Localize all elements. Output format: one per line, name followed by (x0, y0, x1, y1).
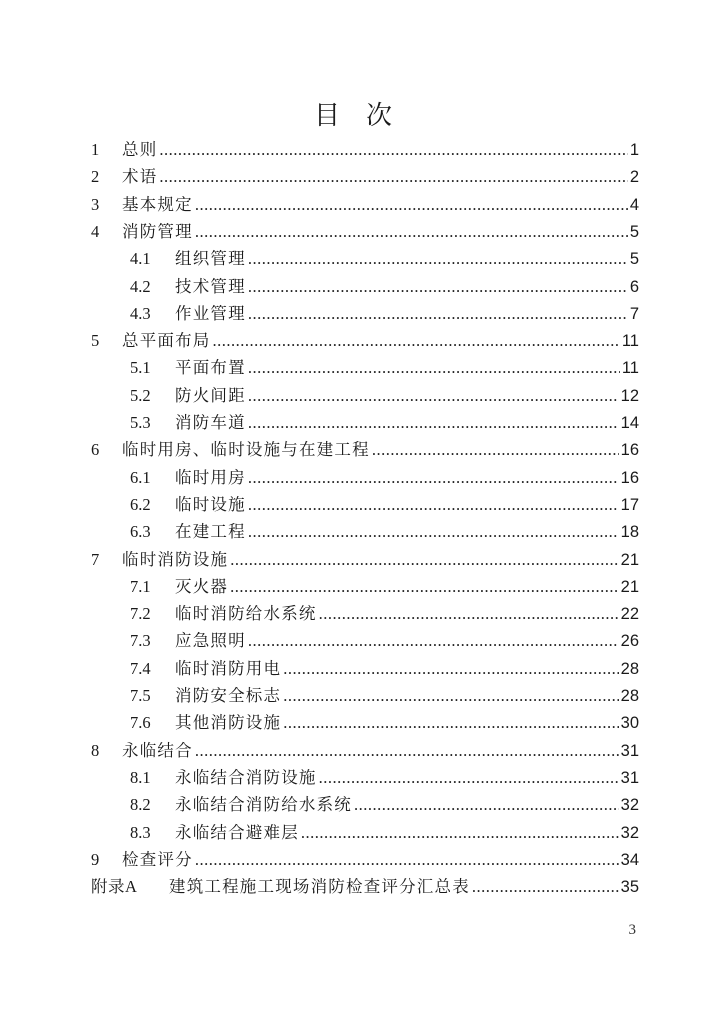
toc-entry-page: 17 (620, 495, 639, 514)
toc-entry[interactable] (130, 682, 639, 709)
toc-entry-title: 在建工程 (175, 522, 246, 542)
toc-dot-leader (195, 737, 619, 764)
toc-entry-page: 21 (620, 577, 639, 596)
toc-dot-leader (372, 436, 619, 463)
toc-dot-leader (230, 546, 618, 573)
toc-dot-leader (195, 218, 628, 245)
toc-entry-title: 消防车道 (175, 413, 246, 432)
toc-entry-page: 34 (620, 850, 639, 869)
toc-dot-leader (248, 491, 619, 518)
toc-entry-title: 技术管理 (175, 276, 246, 296)
toc-entry-page: 5 (629, 222, 639, 241)
toc-entry-title: 检查评分 (122, 849, 193, 869)
toc-entry-number: 8.2 (130, 795, 151, 815)
toc-dot-leader (319, 600, 619, 627)
toc-dot-leader (248, 300, 628, 327)
toc-dot-leader (195, 191, 628, 218)
toc-entry-number: 3 (91, 194, 100, 214)
toc-entry[interactable] (130, 764, 639, 791)
toc-entry-title: 消防管理 (122, 221, 193, 241)
toc-entry-page: 4 (629, 195, 639, 214)
toc-entry-number: 8.1 (130, 767, 151, 787)
toc-entry-title: 永临结合消防给水系统 (175, 795, 352, 815)
toc-entry[interactable] (130, 627, 639, 654)
toc-entry-number: 6 (91, 440, 100, 460)
toc-entry-appendix[interactable] (91, 873, 639, 900)
toc-entry[interactable] (91, 163, 639, 190)
toc-entry[interactable] (130, 273, 639, 300)
toc-entry-number: 1 (91, 140, 100, 159)
toc-entry[interactable] (130, 573, 639, 600)
toc-dot-leader (283, 682, 618, 709)
toc-entry-page: 28 (620, 687, 639, 705)
toc-entry-number: 5 (91, 331, 100, 351)
toc-entry[interactable] (91, 218, 639, 245)
toc-entry-page: 31 (620, 741, 639, 760)
toc-dot-leader (195, 846, 619, 873)
toc-dot-leader (283, 709, 618, 736)
toc-entry-page: 22 (620, 605, 639, 624)
toc-entry-page: 26 (620, 632, 639, 651)
toc-entry[interactable] (130, 819, 639, 846)
toc-entry-title: 消防安全标志 (175, 686, 282, 705)
toc-entry-page: 14 (620, 414, 639, 432)
toc-entry-title: 临时设施 (175, 494, 246, 514)
toc-entry-title: 组织管理 (175, 249, 246, 269)
toc-dot-leader (159, 163, 627, 190)
toc-entry[interactable] (91, 546, 639, 573)
toc-dot-leader (248, 627, 619, 654)
toc-entry[interactable] (130, 709, 639, 736)
toc-entry-number: 8 (91, 740, 100, 760)
toc-entry[interactable] (91, 436, 639, 463)
toc-entry-title: 永临结合消防设施 (175, 767, 317, 787)
toc-entry-title: 总平面布局 (122, 331, 211, 351)
toc-entry-title: 临时用房、临时设施与在建工程 (122, 440, 370, 460)
toc-entry-number: 7.5 (130, 686, 151, 705)
toc-dot-leader (230, 573, 619, 600)
toc-entry-title: 临时用房 (175, 467, 246, 487)
toc-dot-leader (283, 655, 618, 682)
toc-entry-page: 5 (629, 250, 639, 269)
toc-entry-number: 7.1 (130, 576, 151, 596)
toc-entry-title: 灭火器 (175, 576, 229, 596)
toc-entry-number: 6.1 (130, 467, 151, 487)
toc-dot-leader (248, 245, 628, 272)
toc-entry-number: 8.3 (130, 822, 151, 842)
toc-dot-leader (301, 819, 619, 846)
toc-entry[interactable] (91, 737, 639, 764)
toc-entry[interactable] (130, 409, 639, 436)
toc-entry-title: 防火间距 (175, 385, 246, 405)
toc-dot-leader (248, 382, 619, 409)
toc-entry-page: 35 (620, 878, 639, 897)
toc-entry-title: 总则 (122, 140, 158, 159)
toc-entry-number: 5.1 (130, 358, 151, 378)
toc-entry-number: 4.1 (130, 249, 151, 269)
toc-entry-title: 建筑工程施工现场消防检查评分汇总表 (169, 877, 470, 897)
toc-entry-number: 7.2 (130, 604, 151, 624)
toc-dot-leader (248, 354, 620, 381)
toc-entry-page: 6 (629, 277, 639, 296)
toc-entry-number: 7.3 (130, 631, 151, 651)
toc-entry-number: 4 (91, 221, 100, 241)
toc-entry[interactable] (130, 655, 639, 682)
toc-entry-page: 11 (621, 332, 639, 351)
toc-entry[interactable] (130, 354, 639, 381)
toc-entry-page: 12 (620, 386, 639, 405)
toc-entry-page: 32 (620, 823, 639, 842)
toc-entry-number: 6.3 (130, 522, 151, 542)
toc-entry-page: 2 (629, 168, 639, 187)
toc-entry-number: 7 (91, 549, 100, 569)
toc-entry-number: 5.3 (130, 413, 151, 432)
toc-entry[interactable] (130, 491, 639, 518)
toc-dot-leader (319, 764, 619, 791)
toc-entry-title: 应急照明 (175, 631, 246, 651)
toc-entry-page: 32 (620, 796, 639, 815)
toc-entry-title: 临时消防用电 (175, 658, 282, 678)
toc-entry-title: 平面布置 (175, 358, 246, 378)
toc-entry-page: 31 (620, 768, 639, 787)
toc-entry-number: 4.3 (130, 303, 151, 323)
toc-entry-page: 16 (620, 441, 639, 460)
toc-entry-page: 7 (629, 304, 639, 323)
toc-dot-leader (159, 136, 627, 163)
page-title: 目 次 (313, 101, 392, 131)
toc-entry-title: 其他消防设施 (175, 713, 282, 733)
toc-dot-leader (472, 873, 619, 900)
toc-entry-page: 1 (629, 141, 639, 159)
toc-dot-leader (248, 518, 619, 545)
toc-entry-title: 临时消防给水系统 (175, 604, 317, 624)
toc-entry-page: 28 (620, 659, 639, 678)
toc-entry[interactable] (91, 136, 639, 163)
toc-entry-page: 18 (620, 523, 639, 542)
toc-entry-number: 附录A (91, 877, 138, 897)
toc-entry[interactable] (130, 791, 639, 818)
toc-entry[interactable] (91, 846, 639, 873)
toc-entry-number: 9 (91, 849, 100, 869)
toc-entry-page: 16 (620, 468, 639, 487)
toc-dot-leader (354, 791, 619, 818)
toc-entry[interactable] (130, 382, 639, 409)
toc-entry[interactable] (91, 327, 639, 354)
toc-entry[interactable] (130, 600, 639, 627)
toc-entry-title: 永临结合避难层 (175, 822, 299, 842)
toc-dot-leader (248, 464, 619, 491)
toc-entry-title: 基本规定 (122, 194, 193, 214)
toc-entry-number: 2 (91, 167, 100, 187)
toc-dot-leader (248, 273, 628, 300)
toc-entry-number: 7.6 (130, 713, 151, 733)
toc-entry-page: 11 (621, 359, 639, 378)
toc-entry-number: 5.2 (130, 385, 151, 405)
page-number: 3 (628, 922, 636, 938)
toc-entry-title: 术语 (122, 167, 158, 187)
toc-entry[interactable] (130, 464, 639, 491)
toc-entry[interactable] (91, 191, 639, 218)
toc-entry-page: 30 (620, 714, 639, 733)
toc-entry[interactable] (130, 245, 639, 272)
toc-entry-number: 6.2 (130, 494, 151, 514)
toc-entry[interactable] (130, 518, 639, 545)
toc-entry-title: 临时消防设施 (122, 549, 229, 569)
toc-entry-number: 7.4 (130, 658, 151, 678)
toc-entry-number: 4.2 (130, 276, 151, 296)
toc-entry[interactable] (130, 300, 639, 327)
toc-dot-leader (248, 409, 619, 436)
toc-entry-title: 永临结合 (122, 740, 193, 760)
toc-entry-title: 作业管理 (175, 303, 246, 323)
toc-entry-page: 21 (620, 550, 639, 569)
toc-dot-leader (213, 327, 620, 354)
